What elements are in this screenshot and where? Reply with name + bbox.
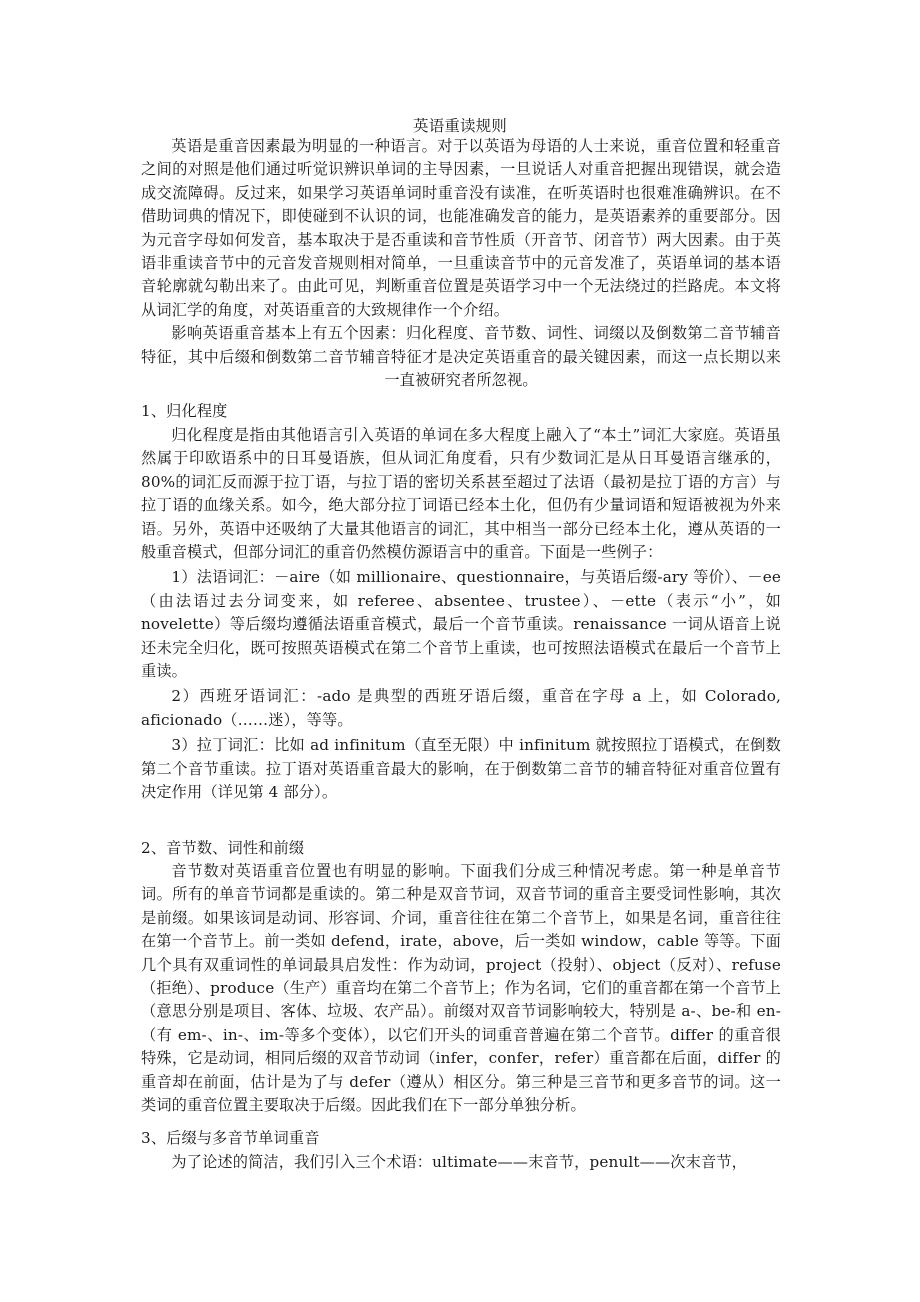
section-2-heading: 2、音节数、词性和前缀 [141,839,305,857]
section-3-heading: 3、后缀与多音节单词重音 [141,1129,320,1147]
section-2 [141,860,781,1117]
section-3 [141,1151,781,1174]
section-1 [141,424,781,805]
intro-paragraph-2: 影响英语重音基本上有五个因素：归化程度、音节数、词性、词缀以及倒数第二音节辅音特征，其中后缀和倒数第二音节辅音特征才是决定英语重音的最关键因素，而这一点长期以来一直被研究者所忽视。 [141,324,781,390]
section-2-body: 音节数对英语重音位置也有明显的影响。下面我们分成三种情况考虑。第一种是单音节词。所有的单音节词都是重读的。第二种是双音节词，双音节词的重音主要受词性影响，其次是前缀。如果该词是动词、形容词、介词，重音往往在第二个音节上，如果是名词，重音往往在第一个音节上。前一类如 defend，irate，above，后一类如 window，cable 等等。下面几个具有双重词性的单词最具启发性：作为动词，project（投射）、object（反对）、refuse（拒绝）、produce（生产）重音均在第二个音节上；作为名词，它们的重音都在第一个音节上（意思分别是项目、客体、垃圾、农产品）。前缀对双音节词影响较大，特别是 a-、be-和 en-（有 em-、in-、im-等多个变体），以它们开头的词重音普遍在第二个音节。differ 的重音很特殊，它是动词，相同后缀的双音节动词（infer，confer，refer）重音都在后面，differ 的重音却在前面，估计是为了与 defer（遵从）相区分。第三种是三音节和更多音节的词。这一类词的重音位置主要取决于后缀。因此我们在下一部分单独分析。 [141,862,781,1115]
intro-section [141,135,781,392]
section-1-item-2: 2）西班牙语词汇：-ado 是典型的西班牙语后缀，重音在字母 a 上，如 Colorado, aficionado（……迷），等等。 [141,687,781,729]
section-1-body: 归化程度是指由其他语言引入英语的单词在多大程度上融入了“本土”词汇大家庭。英语虽然属于印欧语系中的日耳曼语族，但从词汇角度看，只有少数词汇是从日耳曼语言继承的，80%的词汇反而源于拉丁语，与拉丁语的密切关系甚至超过了法语（最初是拉丁语的方言）与拉丁语的血缘关系。如今，绝大部分拉丁词语已经本土化，但仍有少量词语和短语被视为外来语。另外，英语中还吸纳了大量其他语言的词汇，其中相当一部分已经本土化，遵从英语的一般重音模式，但部分词汇的重音仍然模仿源语言中的重音。下面是一些例子： [141,426,781,562]
section-3-body: 为了论述的简洁，我们引入三个术语：ultimate——末音节，penult——次末音节， [171,1153,747,1171]
section-1-item-3: 3）拉丁词汇：比如 ad infinitum（直至无限）中 infinitum 就按照拉丁语模式，在倒数第二个音节重读。拉丁语对英语重音最大的影响，在于倒数第二音节的辅音特征对重音位置有决定作用（详见第 4 部分）。 [141,736,781,802]
document-title: 英语重读规则 [413,117,507,135]
section-1-heading: 1、归化程度 [141,402,228,420]
intro-paragraph-1: 英语是重音因素最为明显的一种语言。对于以英语为母语的人士来说，重音位置和轻重音之间的对照是他们通过听觉识辨识单词的主导因素，一旦说话人对重音把握出现错误，就会造成交流障碍。反过来，如果学习英语单词时重音没有读准，在听英语时也很难准确辨识。在不借助词典的情况下，即使碰到不认识的词，也能准确发音的能力，是英语素养的重要部分。因为元音字母如何发音，基本取决于是否重读和音节性质（开音节、闭音节）两大因素。由于英语非重读音节中的元音发音规则相对简单，一旦重读音节中的元音发准了，英语单词的基本语音轮廓就勾勒出来了。由此可见，判断重音位置是英语学习中一个无法绕过的拦路虎。本文将从词汇学的角度，对英语重音的大致规律作一个介绍。 [141,137,781,319]
section-1-item-1: 1）法语词汇：－aire（如 millionaire、questionnaire，与英语后缀-ary 等价）、－ee（由法语过去分词变来，如 referee、absentee、trustee）、－ette（表示“小”，如 novelette）等后缀均遵循法语重音模式，最后一个音节重读。renaissance 一词从语音上说还未完全归化，既可按照英语模式在第二个音节上重读，也可按照法语模式在最后一个音节上重读。 [141,568,781,681]
